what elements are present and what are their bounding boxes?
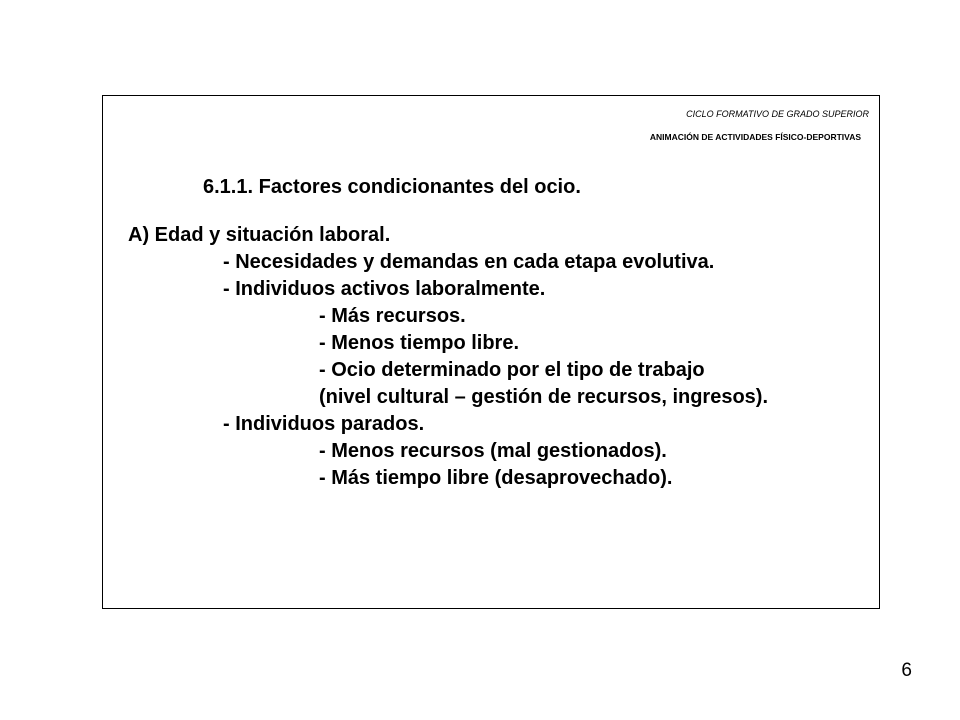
bullet-needs-demands: - Necesidades y demandas en cada etapa evolutiva. xyxy=(223,251,715,273)
sub-bullet-less-free-time: - Menos tiempo libre. xyxy=(319,332,520,354)
slide-frame xyxy=(102,95,880,609)
sub-bullet-less-resources: - Menos recursos (mal gestionados). xyxy=(319,440,667,462)
section-title: 6.1.1. Factores condicionantes del ocio. xyxy=(203,176,581,198)
course-header: ANIMACIÓN DE ACTIVIDADES FÍSICO-DEPORTIVAS xyxy=(649,132,861,142)
sub-bullet-continuation: (nivel cultural – gestión de recursos, ingresos). xyxy=(319,386,769,408)
bullet-unemployed-individuals: - Individuos parados. xyxy=(223,413,425,435)
page-number: 6 xyxy=(901,660,912,681)
sub-bullet-leisure-by-work: - Ocio determinado por el tipo de trabajo xyxy=(319,359,705,381)
bullet-employed-individuals: - Individuos activos laboralmente. xyxy=(223,278,546,300)
content-body xyxy=(103,222,879,492)
program-header: CICLO FORMATIVO DE GRADO SUPERIOR xyxy=(686,109,869,119)
sub-bullet-more-resources: - Más recursos. xyxy=(319,305,466,327)
topic-heading: A) Edad y situación laboral. xyxy=(128,224,391,246)
sub-bullet-more-free-time: - Más tiempo libre (desaprovechado). xyxy=(319,467,673,489)
